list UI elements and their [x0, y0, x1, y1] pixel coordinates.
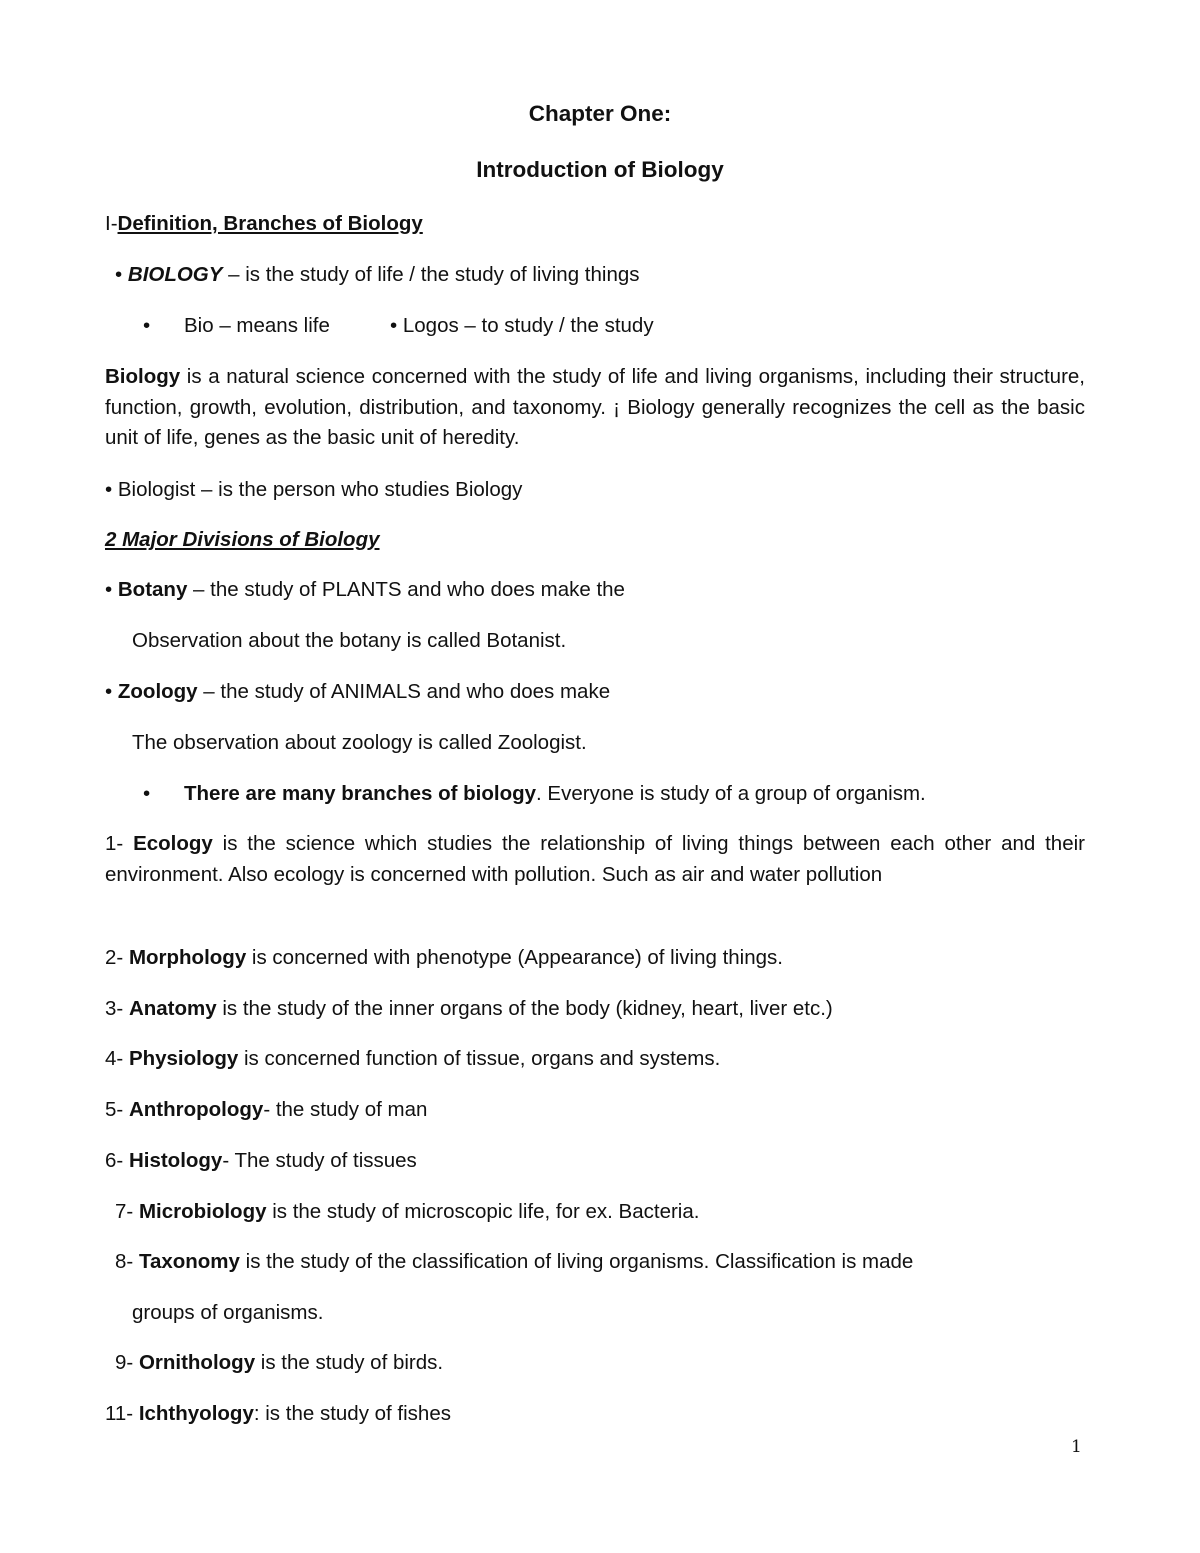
branch-text: is the study of birds.: [255, 1351, 444, 1374]
branch-text: - The study of tissues: [222, 1149, 417, 1172]
branch-item: [105, 1149, 417, 1173]
branch-item: [115, 1351, 443, 1375]
biology-definition-text: – is the study of life / the study of living things: [222, 263, 640, 286]
botany-continuation: Observation about the botany is called Botanist.: [132, 629, 567, 652]
zoology-term: Zoology: [117, 680, 198, 703]
branch-number: 4-: [105, 1047, 129, 1070]
branch-item: [105, 997, 833, 1021]
branch-text: is concerned with phenotype (Appearance) of living things.: [246, 946, 783, 969]
section-heading-text: Definition, Branches of Biology: [117, 212, 423, 235]
botany-line: [105, 578, 625, 602]
biology-term: BIOLOGY: [127, 263, 223, 286]
zoology-continuation: The observation about zoology is called Zoologist.: [132, 731, 587, 754]
bullet: •: [143, 314, 151, 337]
bullet: •: [105, 680, 118, 703]
branch-term: Anthropology: [128, 1098, 264, 1121]
section-heading: [105, 212, 423, 236]
branch-term: Physiology: [128, 1047, 239, 1070]
branch-item: [105, 1047, 720, 1071]
logos-root: • Logos – to study / the study: [390, 314, 654, 337]
branch-text: is the study of the inner organs of the body (kidney, heart, liver etc.): [216, 997, 833, 1020]
zoology-line: [105, 680, 610, 704]
branch-number: 5-: [105, 1098, 129, 1121]
branch-term: Anatomy: [128, 997, 217, 1020]
branch-text: is concerned function of tissue, organs and systems.: [238, 1047, 721, 1070]
branch-text: is the study of the classification of living organisms. Classification is made: [239, 1250, 914, 1273]
botany-term: Botany: [117, 578, 188, 601]
branch-text: is the study of microscopic life, for ex. Bacteria.: [266, 1200, 700, 1223]
taxonomy-continuation: groups of organisms.: [132, 1301, 324, 1324]
ecology-text: is the science which studies the relationship of living things between each other and their environment. Also ecology is concerned with pollution. Such as air and water pollution: [105, 832, 1085, 886]
botany-text: – the study of PLANTS and who does make the: [187, 578, 625, 601]
bullet: •: [105, 578, 118, 601]
branch-text: : is the study of fishes: [253, 1402, 451, 1425]
page-number: 1: [1071, 1437, 1082, 1457]
branch-number: 11-: [105, 1402, 139, 1425]
chapter-heading: Chapter One:: [528, 101, 672, 126]
branch-number: 2-: [105, 946, 129, 969]
biology-definition: [115, 263, 640, 287]
branch-text: - the study of man: [263, 1098, 428, 1121]
ecology-paragraph: [105, 829, 1085, 890]
zoology-text: – the study of ANIMALS and who does make: [197, 680, 611, 703]
branch-number: 1-: [105, 832, 134, 855]
branch-term: Ornithology: [138, 1351, 256, 1374]
bullet: •: [143, 782, 151, 805]
biology-paragraph: [105, 362, 1085, 454]
branch-number: 8-: [115, 1250, 139, 1273]
branch-number: 7-: [115, 1200, 139, 1223]
branch-number: 3-: [105, 997, 129, 1020]
branch-term: Morphology: [128, 946, 247, 969]
branch-term: Taxonomy: [138, 1250, 240, 1273]
many-branches-line: [184, 782, 926, 806]
bullet: •: [115, 263, 123, 286]
branch-term: Ichthyology: [138, 1402, 254, 1425]
section-prefix: I-: [105, 212, 118, 235]
ecology-term: Ecology: [133, 832, 213, 855]
branch-term: Microbiology: [138, 1200, 267, 1223]
branch-item: [105, 946, 783, 970]
bio-root: Bio – means life: [184, 314, 330, 337]
branch-item: [105, 1402, 451, 1426]
branch-term: Histology: [128, 1149, 223, 1172]
many-branches-term: There are many branches of biology: [184, 782, 537, 805]
branch-item: [115, 1250, 913, 1274]
many-branches-text: . Everyone is study of a group of organism.: [536, 782, 926, 805]
branch-item: [105, 1098, 427, 1122]
biology-term: Biology: [105, 365, 181, 388]
branch-number: 6-: [105, 1149, 129, 1172]
biology-paragraph-text: is a natural science concerned with the study of life and living organisms, including their structure, function, growth, evolution, distribution, and taxonomy. ¡ Biology generally recognizes the cell as the basic unit of life, genes as the basic unit of heredity.: [105, 365, 1085, 449]
divisions-heading: 2 Major Divisions of Biology: [105, 528, 380, 551]
branch-number: 9-: [115, 1351, 139, 1374]
branch-item: [115, 1200, 699, 1224]
page-title: Introduction of Biology: [476, 157, 724, 182]
biologist-definition: • Biologist – is the person who studies Biology: [105, 478, 523, 501]
